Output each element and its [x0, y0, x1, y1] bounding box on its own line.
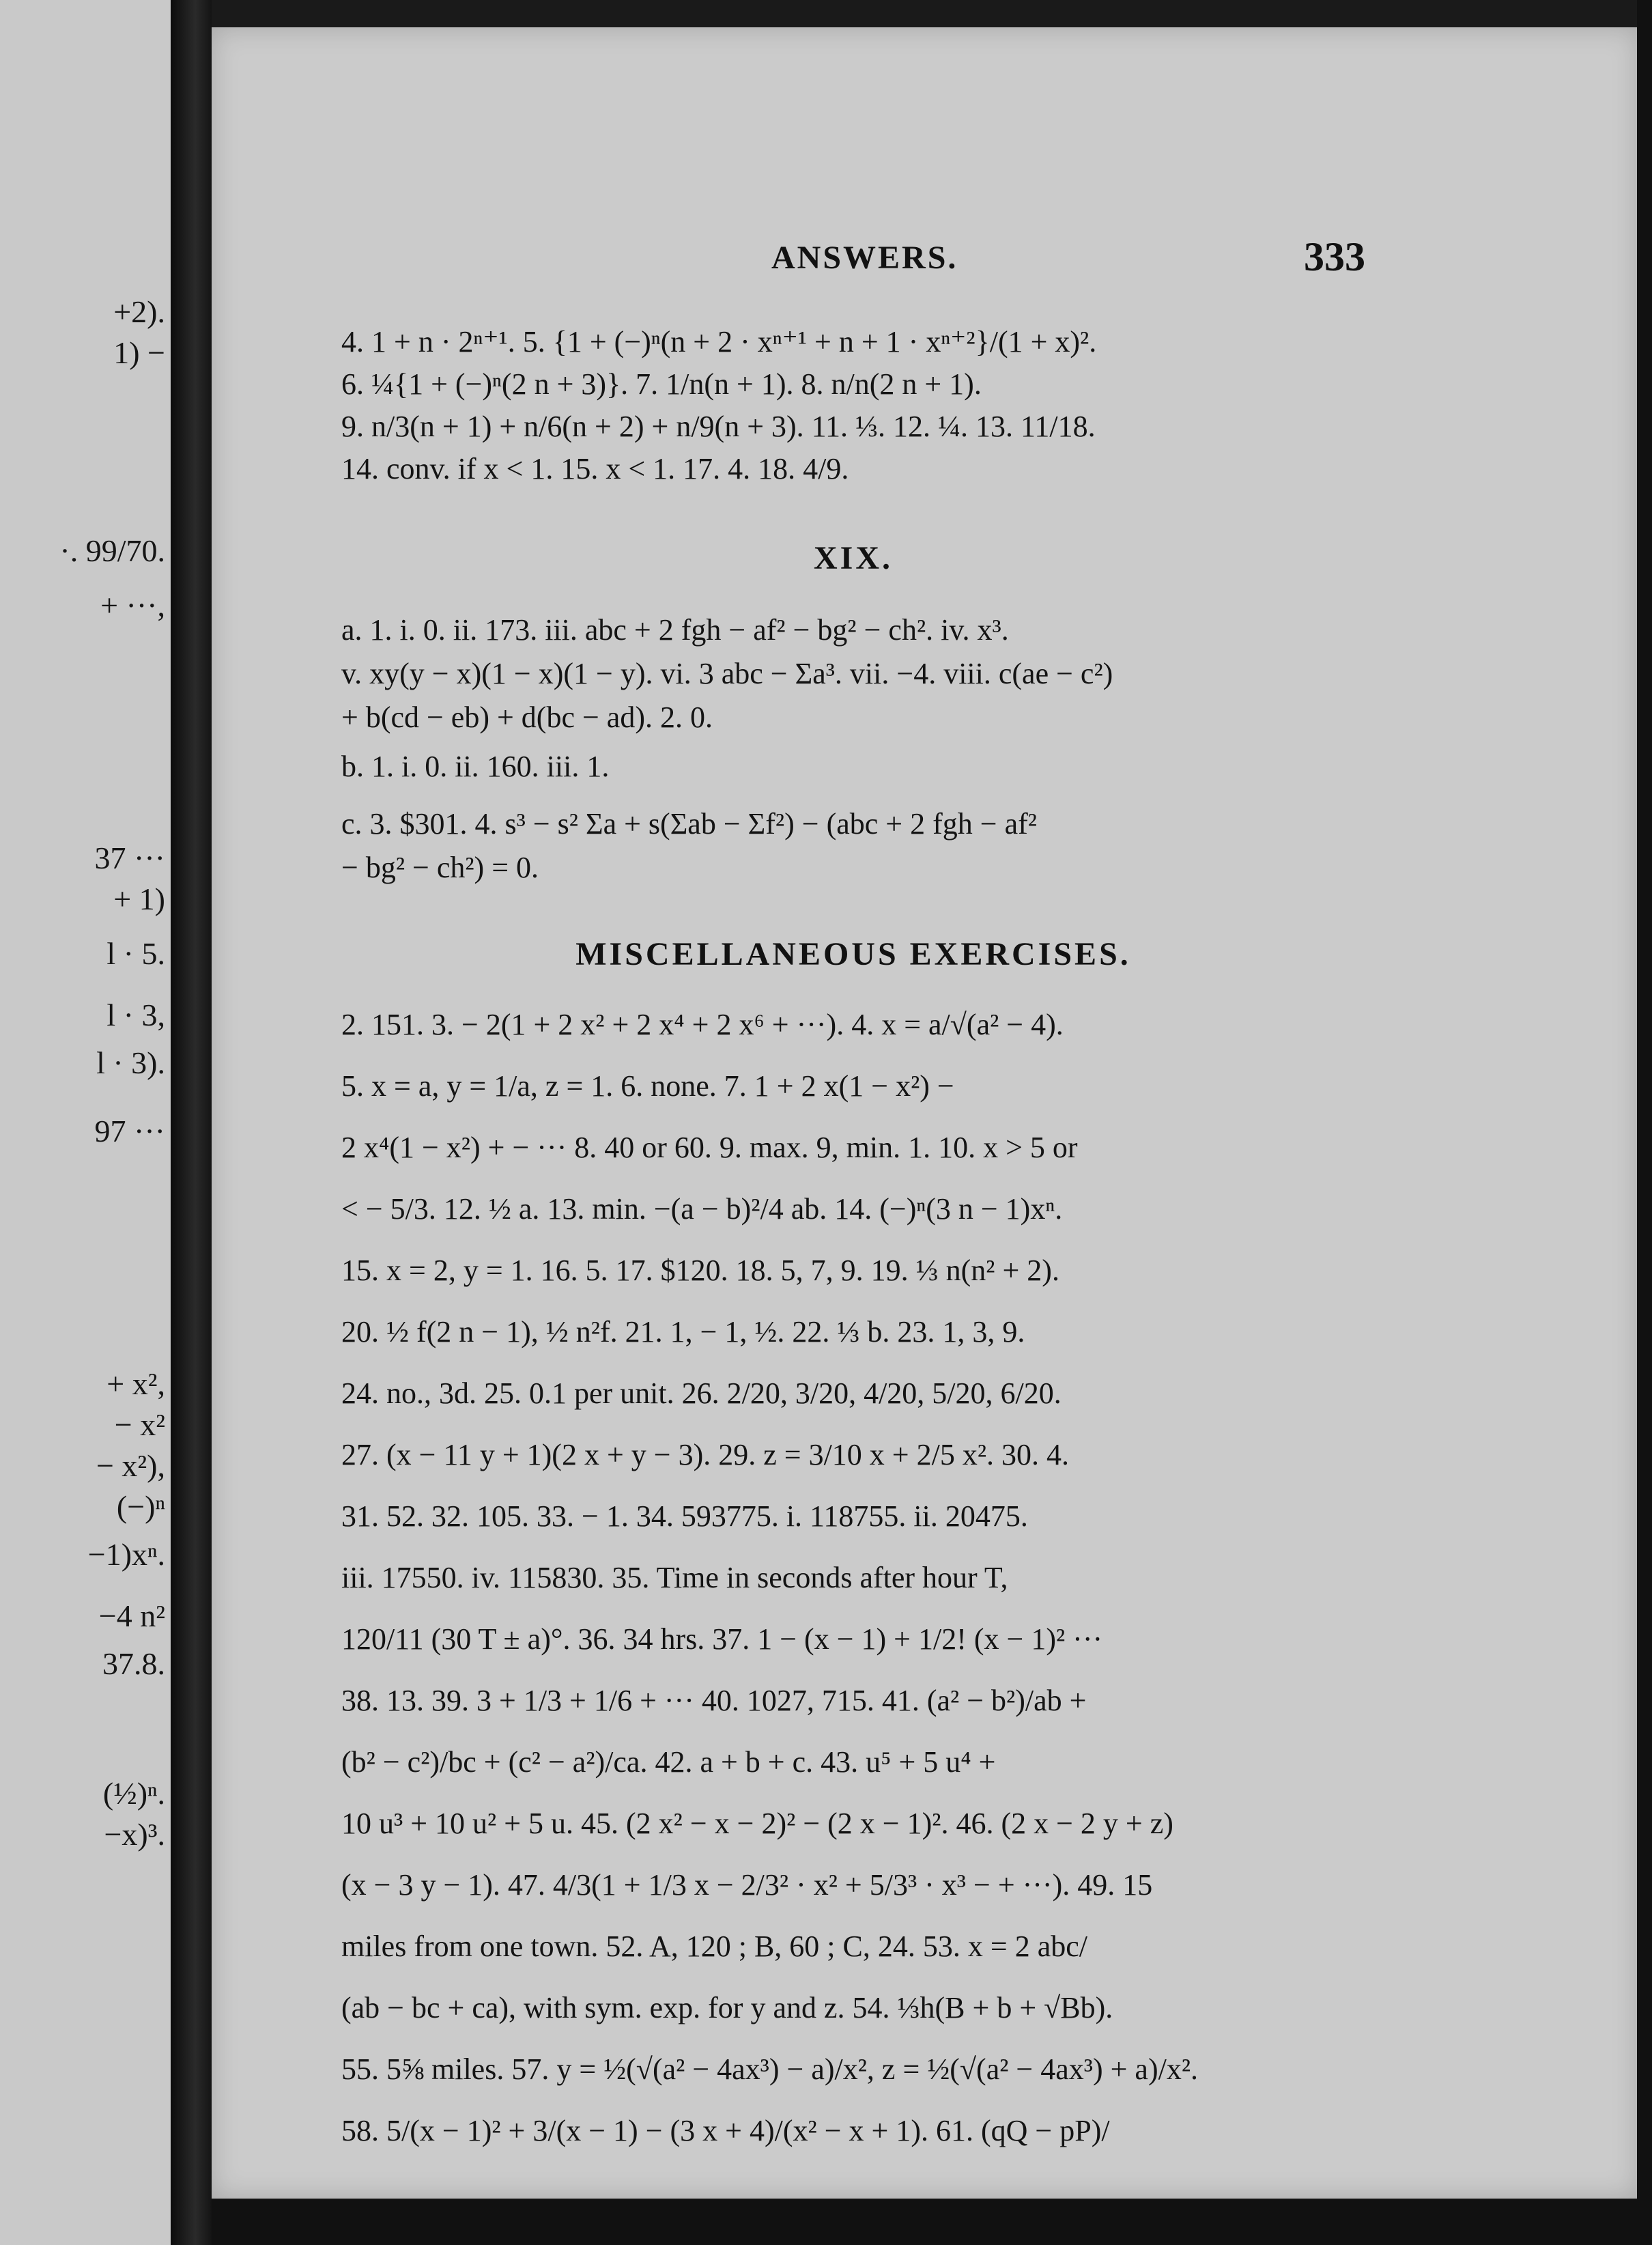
misc-answer-line: < − 5/3. 12. ½ a. 13. min. −(a − b)²/4 ab. 14. (−)ⁿ(3 n − 1)xⁿ. — [341, 1192, 1063, 1226]
left-page-fragment: −4 n² — [98, 1598, 165, 1633]
left-page-fragment: 37.8. — [102, 1646, 165, 1681]
running-header — [560, 234, 1379, 287]
left-page-fragment: −1)xⁿ. — [87, 1537, 165, 1572]
page-number: 333 — [1304, 234, 1365, 279]
section-heading-xix: XIX. — [813, 540, 893, 576]
xix-answer-line: b. 1. i. 0. ii. 160. iii. 1. — [341, 750, 610, 783]
bottom-shadow — [212, 2199, 1652, 2245]
misc-answer-line: 15. x = 2, y = 1. 16. 5. 17. $120. 18. 5, 7, 9. 19. ⅓ n(n² + 2). — [341, 1254, 1059, 1287]
left-page-fragment: l · 3, — [106, 998, 165, 1032]
xix-answer-line: − bg² − ch²) = 0. — [341, 851, 539, 884]
misc-answer-line: 27. (x − 11 y + 1)(2 x + y − 3). 29. z = 3/10 x + 2/5 x². 30. 4. — [341, 1438, 1070, 1471]
left-page-fragment: −x)³. — [104, 1817, 165, 1852]
left-page-fragment: +2). — [113, 294, 165, 329]
misc-answer-line: 5. x = a, y = 1/a, z = 1. 6. none. 7. 1 + 2 x(1 − x²) − — [341, 1069, 954, 1103]
book-spine-shadow — [171, 0, 212, 2245]
left-page-fragment: + x², — [106, 1366, 165, 1401]
misc-answer-line: miles from one town. 52. A, 120 ; B, 60 ; C, 24. 53. x = 2 abc/ — [341, 1930, 1087, 1963]
misc-answer-line: 55. 5⅝ miles. 57. y = ½(√(a² − 4ax³) − a)/x², z = ½(√(a² − 4ax³) + a)/x². — [341, 2052, 1199, 2086]
misc-answer-line: 20. ½ f(2 n − 1), ½ n²f. 21. 1, − 1, ½. 22. ⅓ b. 23. 1, 3, 9. — [341, 1315, 1025, 1349]
misc-answer-line: 58. 5/(x − 1)² + 3/(x − 1) − (3 x + 4)/(x² − x + 1). 61. (qQ − pP)/ — [341, 2114, 1110, 2147]
left-page-fragment: (½)ⁿ. — [102, 1776, 165, 1811]
xviii-answer-line: 9. n/3(n + 1) + n/6(n + 2) + n/9(n + 3). 11. ⅓. 12. ¼. 13. 11/18. — [341, 410, 1096, 443]
xviii-answer-line: 4. 1 + n · 2ⁿ⁺¹. 5. {1 + (−)ⁿ(n + 2 · xⁿ⁺¹ + n + 1 · xⁿ⁺²}/(1 + x)². — [341, 325, 1097, 358]
misc-answer-line: (b² − c²)/bc + (c² − a²)/ca. 42. a + b + c. 43. u⁵ + 5 u⁴ + — [341, 1745, 996, 1779]
left-page-fragment: + 1) — [113, 881, 165, 916]
left-page-fragment: l · 3). — [96, 1045, 165, 1080]
misc-answer-line: 2 x⁴(1 − x²) + − ··· 8. 40 or 60. 9. max. 9, min. 1. 10. x > 5 or — [341, 1131, 1078, 1164]
xviii-answer-line: 6. ¼{1 + (−)ⁿ(2 n + 3)}. 7. 1/n(n + 1). 8. n/n(2 n + 1). — [341, 367, 982, 401]
misc-answer-line: iii. 17550. iv. 115830. 35. Time in seconds after hour T, — [341, 1561, 1008, 1594]
left-facing-page — [0, 0, 171, 2245]
misc-answer-line: (x − 3 y − 1). 47. 4/3(1 + 1/3 x − 2/3² · x² + 5/3³ · x³ − + ···). 49. 15 — [341, 1868, 1153, 1902]
misc-answer-line: 120/11 (30 T ± a)°. 36. 34 hrs. 37. 1 − (x − 1) + 1/2! (x − 1)² ··· — [341, 1622, 1103, 1656]
left-page-fragment: l · 5. — [106, 936, 165, 971]
misc-answer-line: (ab − bc + ca), with sym. exp. for y and z. 54. ⅓h(B + b + √Bb). — [341, 1991, 1113, 2024]
header-title: ANSWERS. — [771, 240, 958, 276]
xix-answer-line: a. 1. i. 0. ii. 173. iii. abc + 2 fgh − af² − bg² − ch². iv. x³. — [341, 613, 1009, 647]
xix-answer-line: v. xy(y − x)(1 − x)(1 − y). vi. 3 abc − Σa³. vii. −4. viii. c(ae − c²) — [341, 657, 1113, 690]
left-page-fragment: + ···, — [100, 588, 165, 623]
misc-answer-line: 10 u³ + 10 u² + 5 u. 45. (2 x² − x − 2)² − (2 x − 1)². 46. (2 x − 2 y + z) — [341, 1807, 1173, 1840]
xviii-answer-line: 14. conv. if x < 1. 15. x < 1. 17. 4. 18. 4/9. — [341, 452, 849, 485]
left-page-fragment: 37 ··· — [94, 841, 165, 875]
misc-answer-line: 31. 52. 32. 105. 33. − 1. 34. 593775. i. 118755. ii. 20475. — [341, 1499, 1028, 1533]
section-heading-miscellaneous: MISCELLANEOUS EXERCISES. — [575, 936, 1131, 972]
misc-answer-line: 38. 13. 39. 3 + 1/3 + 1/6 + ··· 40. 1027, 715. 41. (a² − b²)/ab + — [341, 1684, 1087, 1717]
page-edge-shadow — [1637, 0, 1652, 2245]
left-page-fragment: (−)ⁿ — [116, 1489, 165, 1524]
left-page-fragment: − x²), — [96, 1448, 165, 1483]
xix-answer-line: + b(cd − eb) + d(bc − ad). 2. 0. — [341, 701, 713, 734]
misc-answer-line: 24. no., 3d. 25. 0.1 per unit. 26. 2/20, 3/20, 4/20, 5/20, 6/20. — [341, 1376, 1062, 1410]
left-page-fragment: 1) − — [113, 335, 165, 370]
xix-answer-line: c. 3. $301. 4. s³ − s² Σa + s(Σab − Σf²) − (abc + 2 fgh − af² — [341, 807, 1037, 841]
left-page-fragment: − x² — [114, 1407, 165, 1442]
misc-answer-line: 2. 151. 3. − 2(1 + 2 x² + 2 x⁴ + 2 x⁶ + ···). 4. x = a/√(a² − 4). — [341, 1008, 1064, 1041]
left-page-fragment: 97 ··· — [94, 1114, 165, 1148]
left-page-fragment: ·. 99/70. — [59, 533, 165, 568]
